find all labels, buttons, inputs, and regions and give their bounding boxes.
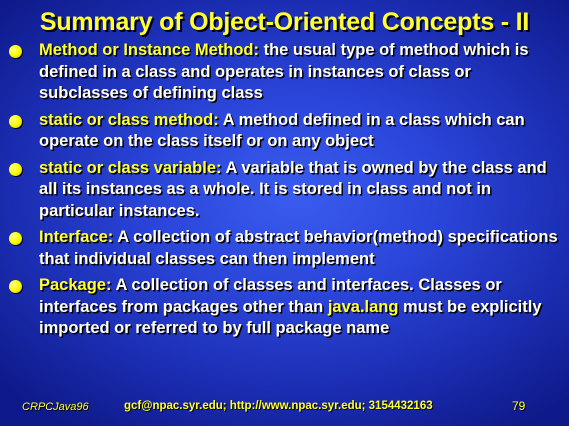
bullet-text: A variable that is owned by the class and all its instances as a whole. It is stored in class and not in particular instances. [39,158,547,220]
bullet-dot-icon [9,232,22,245]
bullet-text: the usual type of method which is defined in a class and operates in instances of class or subclasses of defining class [39,41,529,102]
bullet-term: static or class variable: [39,158,222,177]
bullet-list [0,40,569,345]
bullet-item-interface [0,227,569,270]
bullet-term: Interface: [39,228,114,246]
footer-contact-info: gcf@npac.syr.edu; http://www.npac.syr.edu; 3154432163 [124,400,433,412]
bullet-text: must be explicitly imported or referred to by full package name [39,297,542,337]
bullet-dot-icon [9,115,22,128]
bullet-text: A method defined in a class which can operate on the class itself or on any object [39,110,525,150]
bullet-dot-icon [9,163,22,176]
bullet-term: Package: [39,276,112,294]
bullet-term: static or class method: [39,110,219,129]
bullet-item-instance-method [0,40,569,105]
bullet-item-static-method [0,110,569,153]
java-lang-highlight: java.lang [327,297,399,316]
bullet-item-static-variable [0,158,569,223]
bullet-text: A collection of abstract behavior(method) specifications that individual classes can then implement [39,228,558,268]
bullet-dot-icon [9,280,22,293]
slide-title: Summary of Object-Oriented Concepts - II [39,8,530,36]
slide-footer [0,396,569,426]
page-number: 79 [512,399,526,413]
bullet-item-package [0,275,569,340]
bullet-text: A collection of classes and interfaces. Classes or interfaces from packages other than [39,276,502,316]
bullet-dot-icon [9,45,22,58]
footer-course-label: CRPCJava96 [22,401,89,413]
bullet-term: Method or Instance Method: [39,41,259,59]
